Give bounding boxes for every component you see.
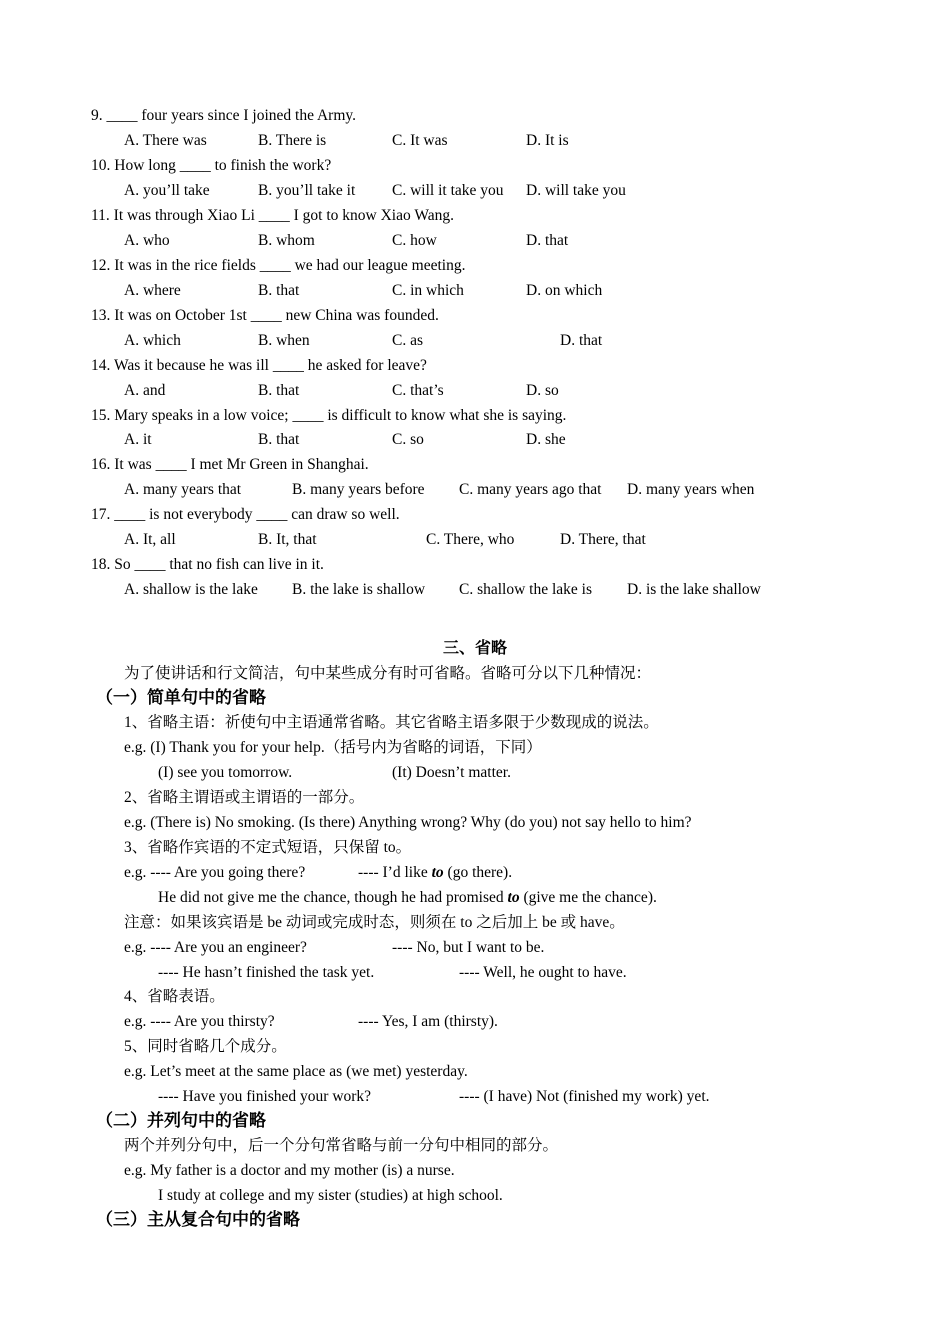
question-13-option-a: A. which (124, 332, 181, 349)
rule-2-omit-subject-predicate: 2、省略主谓语或主谓语的一部分。 (124, 789, 365, 806)
question-9-option-a: A. There was (124, 132, 207, 149)
question-10-stem: 10. How long ____ to finish the work? (91, 157, 332, 174)
question-18-option-c: C. shallow the lake is (459, 581, 593, 598)
question-18-stem: 18. So ____ that no fish can live in it. (91, 556, 324, 573)
question-14-option-c: C. that’s (392, 382, 444, 399)
rule-5-example-2a: ---- Have you finished your work? (158, 1088, 372, 1105)
rule-1-example-2a: (I) see you tomorrow. (158, 764, 293, 781)
question-12-stem: 12. It was in the rice fields ____ we had our league meeting. (91, 257, 466, 274)
question-10-option-d: D. will take you (526, 182, 626, 199)
question-13-option-d: D. that (560, 332, 603, 349)
question-10-option-c: C. will it take you (392, 182, 504, 199)
rule-4-example-a: e.g. ---- Are you thirsty? (124, 1013, 275, 1030)
question-14-option-d: D. so (526, 382, 559, 399)
rule-3-example-1b: ---- I’d like to (go there). (358, 864, 513, 881)
question-9-option-b: B. There is (258, 132, 327, 149)
question-14-option-b: B. that (258, 382, 300, 399)
question-9-option-d: D. It is (526, 132, 569, 149)
question-18-option-d: D. is the lake shallow (627, 581, 761, 598)
question-16-option-a: A. many years that (124, 481, 242, 498)
question-13-option-c: C. as (392, 332, 423, 349)
question-17-option-c: C. There, who (426, 531, 515, 548)
part-3-heading: （三）主从复合句中的省略 (96, 1210, 300, 1230)
question-17-option-b: B. It, that (258, 531, 317, 548)
question-11-option-b: B. whom (258, 232, 315, 249)
question-17-stem: 17. ____ is not everybody ____ can draw so well. (91, 506, 400, 523)
question-14-stem: 14. Was it because he was ill ____ he asked for leave? (91, 357, 427, 374)
question-11-option-c: C. how (392, 232, 437, 249)
rule-3-example-2: He did not give me the chance, though he had promised to (give me the chance). (158, 889, 657, 906)
rule-5-example-2b: ---- (I have) Not (finished my work) yet. (459, 1088, 710, 1105)
part-1-heading: （一）简单句中的省略 (96, 688, 266, 708)
question-12-option-d: D. on which (526, 282, 603, 299)
part-2-example-2: I study at college and my sister (studies) at high school. (158, 1187, 503, 1204)
rule-5-example-1: e.g. Let’s meet at the same place as (we met) yesterday. (124, 1063, 468, 1080)
question-18-option-b: B. the lake is shallow (292, 581, 426, 598)
question-14-option-a: A. and (124, 382, 166, 399)
emphasis-to: to (507, 889, 520, 906)
question-16-option-d: D. many years when (627, 481, 755, 498)
section-intro: 为了使讲话和行文简洁，句中某些成分有时可省略。省略可分以下几种情况： (124, 665, 652, 682)
question-12-option-c: C. in which (392, 282, 464, 299)
note-example-1a: e.g. ---- Are you an engineer? (124, 939, 307, 956)
question-11-option-d: D. that (526, 232, 569, 249)
question-18-option-a: A. shallow is the lake (124, 581, 258, 598)
rule-5-omit-several: 5、同时省略几个成分。 (124, 1038, 287, 1055)
question-17-option-a: A. It, all (124, 531, 176, 548)
question-16-stem: 16. It was ____ I met Mr Green in Shanghai. (91, 456, 369, 473)
question-15-stem: 15. Mary speaks in a low voice; ____ is difficult to know what she is saying. (91, 407, 567, 424)
question-12-option-b: B. that (258, 282, 300, 299)
question-9-option-c: C. It was (392, 132, 448, 149)
question-16-option-c: C. many years ago that (459, 481, 602, 498)
question-15-option-c: C. so (392, 431, 424, 448)
question-15-option-a: A. it (124, 431, 152, 448)
rule-1-example-2b: (It) Doesn’t matter. (392, 764, 511, 781)
rule-2-example: e.g. (There is) No smoking. (Is there) Anything wrong? Why (do you) not say hello to him? (124, 814, 692, 831)
note-example-2a: ---- He hasn’t finished the task yet. (158, 964, 375, 981)
question-13-option-b: B. when (258, 332, 310, 349)
question-16-option-b: B. many years before (292, 481, 425, 498)
question-15-option-d: D. she (526, 431, 566, 448)
question-11-stem: 11. It was through Xiao Li ____ I got to know Xiao Wang. (91, 207, 454, 224)
question-10-option-b: B. you’ll take it (258, 182, 356, 199)
question-13-stem: 13. It was on October 1st ____ new China was founded. (91, 307, 439, 324)
emphasis-to: to (431, 864, 444, 881)
rule-1-example-1: e.g. (I) Thank you for your help.（括号内为省略的词语，下同） (124, 739, 542, 756)
part-2-heading: （二）并列句中的省略 (96, 1111, 266, 1131)
part-2-example-1: e.g. My father is a doctor and my mother (is) a nurse. (124, 1162, 455, 1179)
question-9-stem: 9. ____ four years since I joined the Army. (91, 107, 357, 124)
section-title: 三、省略 (442, 638, 507, 657)
rule-4-example-b: ---- Yes, I am (thirsty). (358, 1013, 498, 1030)
question-15-option-b: B. that (258, 431, 300, 448)
rule-4-omit-predicative: 4、省略表语。 (124, 988, 225, 1005)
question-12-option-a: A. where (124, 282, 181, 299)
note-example-2b: ---- Well, he ought to have. (459, 964, 627, 981)
question-10-option-a: A. you’ll take (124, 182, 210, 199)
note-example-1b: ---- No, but I want to be. (392, 939, 545, 956)
question-11-option-a: A. who (124, 232, 170, 249)
part-2-description: 两个并列分句中，后一个分句常省略与前一分句中相同的部分。 (124, 1137, 559, 1154)
rule-3-example-1a: e.g. ---- Are you going there? (124, 864, 306, 881)
question-17-option-d: D. There, that (560, 531, 646, 548)
rule-1-omit-subject: 1、省略主语：祈使句中主语通常省略。其它省略主语多限于少数现成的说法。 (124, 714, 659, 731)
rule-3-omit-infinitive: 3、省略作宾语的不定式短语，只保留 to。 (124, 839, 412, 856)
rule-3-note: 注意：如果该宾语是 be 动词或完成时态，则须在 to 之后加上 be 或 have。 (124, 914, 625, 931)
